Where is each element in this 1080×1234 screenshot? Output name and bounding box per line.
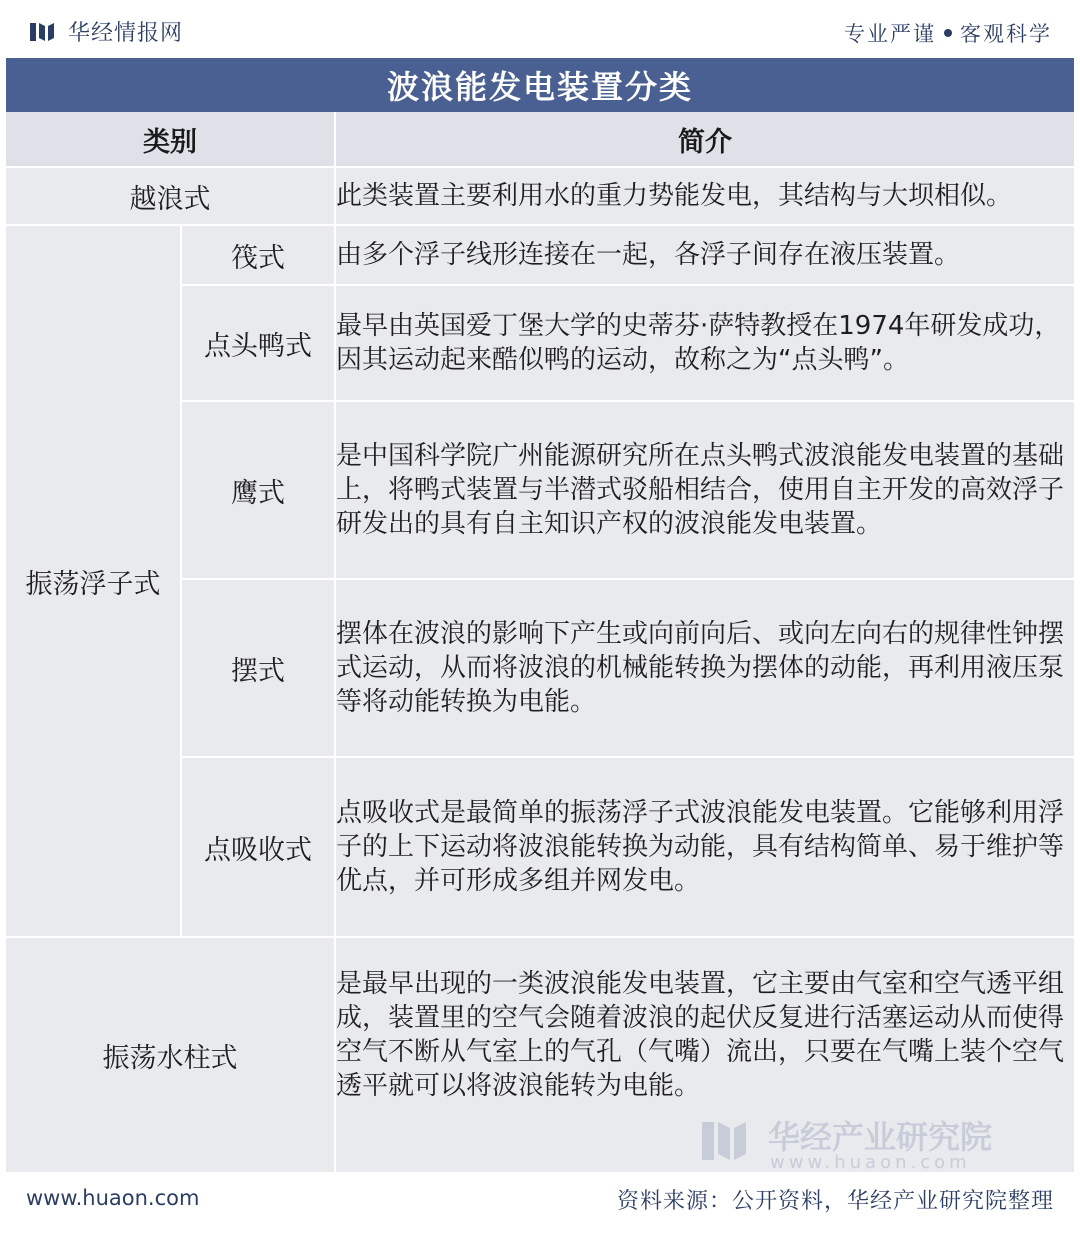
slogan-right: 客观科学 [960, 22, 1052, 46]
row-divider [6, 166, 1074, 168]
row-divider [182, 400, 1074, 402]
footer-source: 资料来源：公开资料，华经产业研究院整理 [616, 1189, 1054, 1214]
top-bar [0, 0, 1080, 56]
classification-table [6, 112, 1074, 1172]
subtype-nodding-duck: 点头鸭式 [204, 330, 312, 362]
footer-url[interactable]: www.huaon.com [26, 1186, 200, 1210]
text-water-column: 是最早出现的一类波浪能发电装置，它主要由气室和空气透平组成，装置里的空气会随着波浪的起伏反复进行活塞运动从而使得空气不断从气室上的气孔（气嘴）流出，只要在气嘴上装个空气透平就可以将波浪能转为电能。 [336, 969, 1065, 1101]
watermark-logo-icon [700, 1114, 752, 1166]
row-divider [182, 284, 1074, 286]
row-divider [6, 224, 1074, 226]
slogan-left: 专业严谨 [844, 22, 936, 46]
subtype-point-absorber: 点吸收式 [204, 834, 312, 866]
brand-logo-icon [30, 20, 58, 44]
text-pendulum: 摆体在波浪的影响下产生或向前向后、或向左向右的规律性钟摆式运动，从而将波浪的机械能转换为摆体的动能，再利用液压泵等将动能转换为电能。 [336, 619, 1065, 717]
footer [0, 1174, 1080, 1234]
text-raft: 由多个浮子线形连接在一起，各浮子间存在液压装置。 [336, 240, 961, 270]
row-divider [6, 936, 1074, 938]
brand [30, 16, 183, 47]
subtype-raft: 筏式 [231, 242, 285, 274]
text-point-absorber: 点吸收式是最简单的振荡浮子式波浪能发电装置。它能够利用浮子的上下运动将波浪能转换为动能，具有结构简单、易于维护等优点，并可形成多组并网发电。 [336, 798, 1065, 896]
text-nodding-duck: 最早由英国爱丁堡大学的史蒂芬·萨特教授在1974年研发成功，因其运动起来酷似鸭的运动，故称之为“点头鸭”。 [336, 311, 1061, 375]
subtype-eagle: 鹰式 [231, 477, 285, 509]
subtype-pendulum: 摆式 [231, 655, 285, 687]
header-category: 类别 [6, 112, 334, 166]
page-title: 波浪能发电装置分类 [6, 58, 1074, 112]
category-oscillating-float: 振荡浮子式 [25, 568, 161, 600]
watermark-name: 华经产业研究院 [768, 1118, 993, 1156]
category-water-column: 振荡水柱式 [102, 1042, 238, 1074]
category-overtopping: 越浪式 [129, 183, 211, 215]
subcolumn-divider [180, 226, 182, 936]
row-divider [182, 578, 1074, 580]
text-eagle: 是中国科学院广州能源研究所在点头鸭式波浪能发电装置的基础上，将鸭式装置与半潜式驳船相结合，使用自主开发的高效浮子研发出的具有自主知识产权的波浪能发电装置。 [336, 441, 1065, 539]
bullet-dot-icon [944, 29, 952, 37]
column-divider [334, 112, 336, 1172]
row-divider [182, 756, 1074, 758]
slogan [844, 18, 1052, 48]
header-intro: 简介 [336, 112, 1074, 166]
brand-name: 华经情报网 [68, 21, 184, 46]
text-overtopping: 此类装置主要利用水的重力势能发电，其结构与大坝相似。 [336, 181, 1013, 211]
watermark-url: www.huaon.com [770, 1152, 971, 1173]
